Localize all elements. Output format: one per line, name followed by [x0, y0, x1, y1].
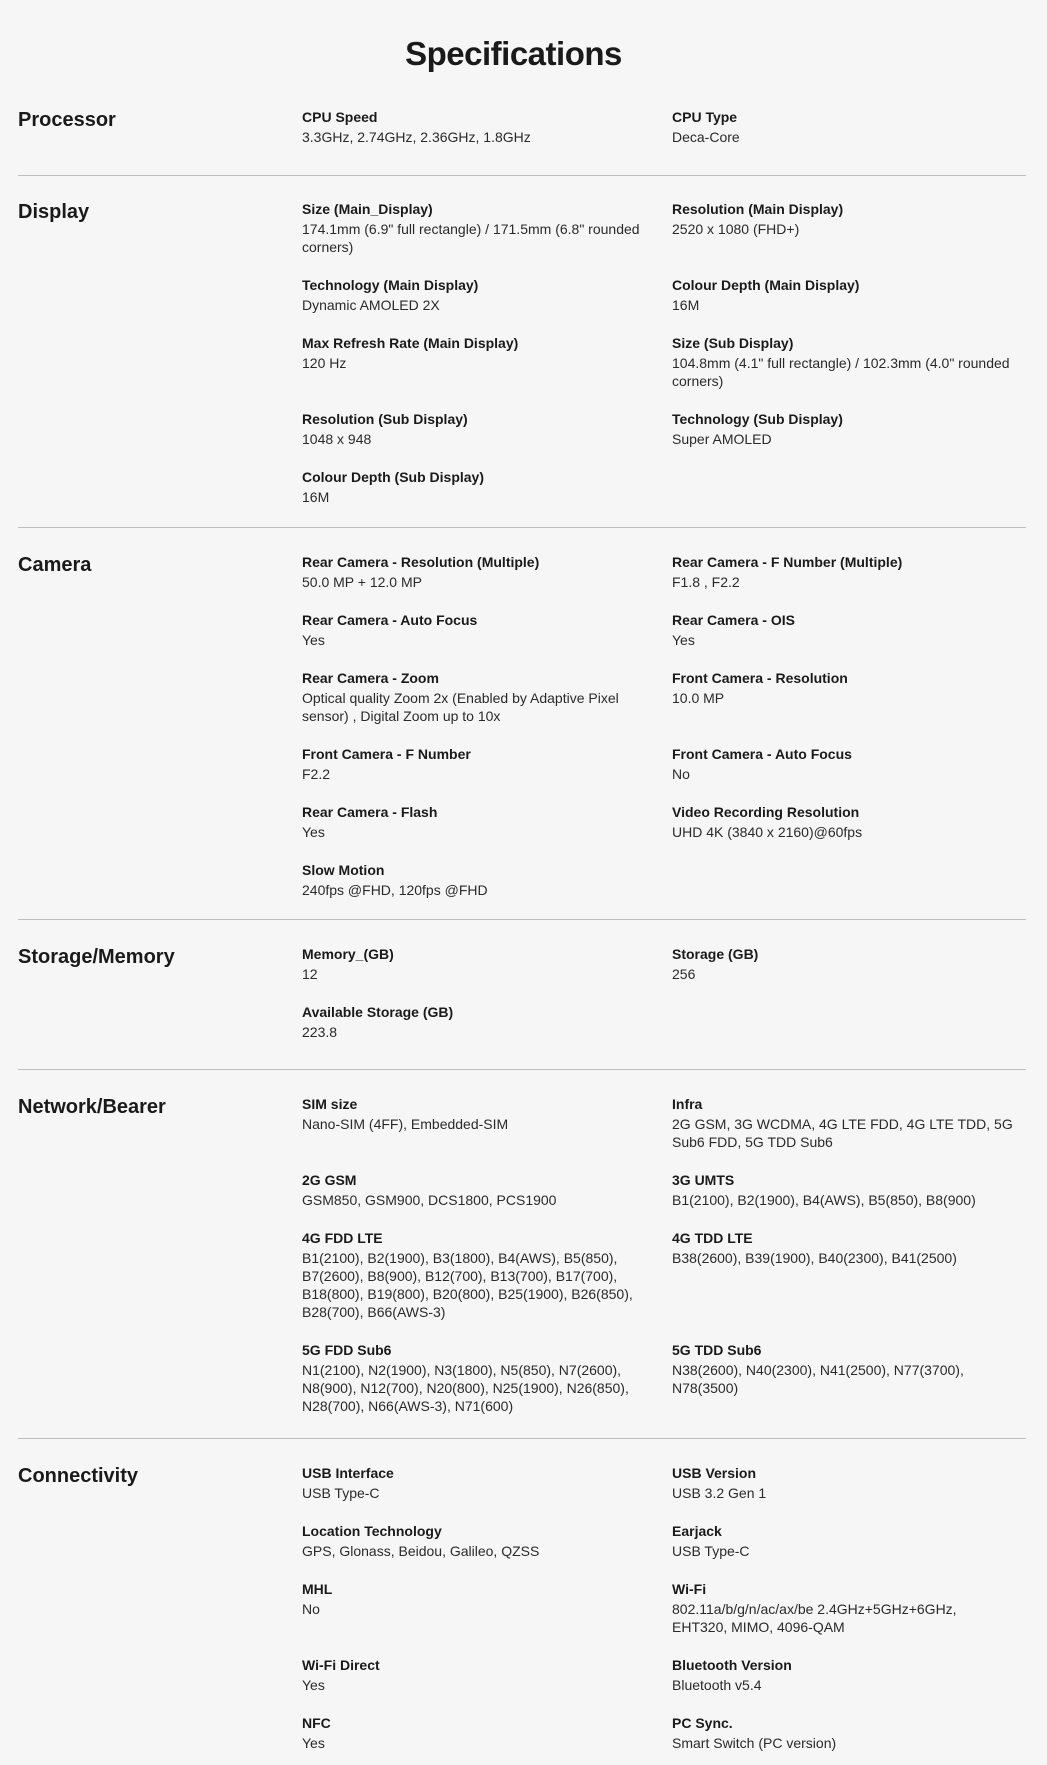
spec-item: [672, 200, 1026, 256]
section-title: Connectivity: [18, 1465, 139, 1487]
spec-label: Bluetooth Version: [672, 1657, 792, 1673]
spec-value: B38(2600), B39(1900), B40(2300), B41(2500): [672, 1250, 957, 1266]
spec-label: Rear Camera - Flash: [302, 804, 438, 820]
spec-label: Size (Main_Display): [302, 201, 433, 217]
spec-item: [302, 1229, 672, 1321]
spec-item: [672, 1656, 1026, 1694]
section-connectivity: [18, 1464, 1026, 1759]
spec-label: CPU Type: [672, 109, 738, 125]
spec-label: Max Refresh Rate (Main Display): [302, 335, 519, 351]
spec-value: 2520 x 1080 (FHD+): [672, 221, 800, 237]
spec-label: 4G TDD LTE: [672, 1230, 753, 1246]
spec-item: [672, 553, 1026, 591]
spec-item: [672, 1464, 1026, 1502]
spec-value: 12: [302, 966, 318, 982]
spec-label: Rear Camera - Auto Focus: [302, 612, 478, 628]
spec-item: [672, 1229, 1026, 1321]
spec-item: [672, 669, 1026, 725]
spec-value: GPS, Glonass, Beidou, Galileo, QZSS: [302, 1543, 540, 1559]
spec-value: Yes: [302, 632, 325, 648]
spec-item: [672, 803, 1026, 841]
spec-item: [302, 334, 672, 390]
spec-label: 5G FDD Sub6: [302, 1342, 392, 1358]
spec-value: GSM850, GSM900, DCS1800, PCS1900: [302, 1192, 557, 1208]
spec-item: [302, 1522, 672, 1560]
spec-value: UHD 4K (3840 x 2160)@60fps: [672, 824, 863, 840]
spec-label: Colour Depth (Main Display): [672, 277, 860, 293]
spec-value: 174.1mm (6.9" full rectangle) / 171.5mm (6.8" rounded corners): [302, 221, 640, 255]
spec-label: Location Technology: [302, 1523, 442, 1539]
spec-label: Wi-Fi Direct: [302, 1657, 380, 1673]
spec-value: B1(2100), B2(1900), B4(AWS), B5(850), B8(900): [672, 1192, 976, 1208]
spec-value: Yes: [302, 824, 325, 840]
spec-item: [302, 276, 672, 314]
spec-label: Rear Camera - F Number (Multiple): [672, 554, 903, 570]
spec-label: CPU Speed: [302, 109, 378, 125]
spec-value: 1048 x 948: [302, 431, 372, 447]
spec-label: 3G UMTS: [672, 1172, 735, 1188]
spec-item: [302, 1656, 672, 1694]
spec-item: [672, 276, 1026, 314]
spec-value: USB Type-C: [302, 1485, 380, 1501]
spec-label: Technology (Sub Display): [672, 411, 843, 427]
section-processor: [18, 108, 1026, 176]
spec-value: B1(2100), B2(1900), B3(1800), B4(AWS), B5(850), B7(2600), B8(900), B12(700), B13(700), B17(700), B18(800), B19(800), B20(800), B25(1900), B26(850), B28(700), B66(AWS-3): [302, 1250, 633, 1320]
spec-item: [302, 108, 672, 146]
spec-label: MHL: [302, 1581, 333, 1597]
spec-label: 5G TDD Sub6: [672, 1342, 762, 1358]
spec-item: [672, 334, 1026, 390]
spec-value: Nano-SIM (4FF), Embedded-SIM: [302, 1116, 509, 1132]
spec-item: [302, 200, 672, 256]
spec-item: [672, 1522, 1026, 1560]
spec-value: F1.8 , F2.2: [672, 574, 740, 590]
section-title: Camera: [18, 554, 92, 576]
spec-item: [672, 410, 1026, 448]
spec-label: Wi-Fi: [672, 1581, 707, 1597]
spec-item: [302, 1341, 672, 1415]
section-title: Network/Bearer: [18, 1096, 166, 1118]
spec-item: [302, 1714, 672, 1752]
spec-item: [302, 553, 672, 591]
spec-item: [672, 945, 1026, 983]
spec-value: 3.3GHz, 2.74GHz, 2.36GHz, 1.8GHz: [302, 129, 531, 145]
spec-value: No: [672, 766, 690, 782]
spec-label: Front Camera - Auto Focus: [672, 746, 852, 762]
spec-label: SIM size: [302, 1096, 358, 1112]
spec-value: Yes: [302, 1735, 325, 1751]
spec-value: Bluetooth v5.4: [672, 1677, 762, 1693]
spec-value: 10.0 MP: [672, 690, 725, 706]
spec-grid: [302, 553, 1026, 899]
spec-label: PC Sync.: [672, 1715, 733, 1731]
spec-label: USB Version: [672, 1465, 757, 1481]
spec-item: [672, 611, 1026, 649]
spec-value: 16M: [302, 489, 330, 505]
section-storage-memory: [18, 945, 1026, 1070]
spec-item: [672, 1095, 1026, 1151]
spec-item: [672, 745, 1026, 783]
spec-item: [302, 1171, 672, 1209]
spec-label: Rear Camera - Zoom: [302, 670, 439, 686]
spec-item: [672, 1714, 1026, 1752]
spec-label: Infra: [672, 1096, 703, 1112]
spec-label: Front Camera - Resolution: [672, 670, 848, 686]
section-camera: [18, 553, 1026, 920]
spec-label: Rear Camera - OIS: [672, 612, 795, 628]
spec-label: Rear Camera - Resolution (Multiple): [302, 554, 540, 570]
spec-label: USB Interface: [302, 1465, 394, 1481]
spec-item: [302, 1095, 672, 1151]
spec-value: Yes: [672, 632, 695, 648]
spec-value: 120 Hz: [302, 355, 347, 371]
spec-label: 4G FDD LTE: [302, 1230, 383, 1246]
section-title: Display: [18, 201, 90, 223]
spec-grid: [302, 945, 1026, 1041]
spec-value: Smart Switch (PC version): [672, 1735, 837, 1751]
spec-grid: [302, 1095, 1026, 1415]
spec-label: NFC: [302, 1715, 331, 1731]
spec-item: [672, 1171, 1026, 1209]
spec-item: [672, 108, 1026, 146]
spec-value: 802.11a/b/g/n/ac/ax/be 2.4GHz+5GHz+6GHz, EHT320, MIMO, 4096-QAM: [672, 1601, 957, 1635]
spec-item: [302, 1580, 672, 1636]
spec-value: N1(2100), N2(1900), N3(1800), N5(850), N7(2600), N8(900), N12(700), N20(800), N25(1900), N26(850), N28(700), N66(AWS-3), N71(600): [302, 1362, 629, 1414]
spec-value: USB 3.2 Gen 1: [672, 1485, 767, 1501]
spec-grid: [302, 108, 1026, 146]
spec-label: Memory_(GB): [302, 946, 394, 962]
spec-label: Size (Sub Display): [672, 335, 794, 351]
spec-item: [302, 1003, 672, 1041]
spec-value: 240fps @FHD, 120fps @FHD: [302, 882, 488, 898]
spec-value: Yes: [302, 1677, 325, 1693]
spec-value: 50.0 MP + 12.0 MP: [302, 574, 422, 590]
spec-value: 16M: [672, 297, 700, 313]
spec-item: [302, 669, 672, 725]
spec-grid: [302, 200, 1026, 506]
spec-value: No: [302, 1601, 320, 1617]
section-title: Processor: [18, 109, 116, 131]
spec-item: [302, 468, 672, 506]
spec-grid: [302, 1464, 1026, 1752]
section-network-bearer: [18, 1095, 1026, 1439]
spec-value: 2G GSM, 3G WCDMA, 4G LTE FDD, 4G LTE TDD, 5G Sub6 FDD, 5G TDD Sub6: [672, 1116, 1013, 1150]
spec-value: 104.8mm (4.1" full rectangle) / 102.3mm (4.0" rounded corners): [672, 355, 1010, 389]
spec-item: [672, 1341, 1026, 1415]
spec-value: 223.8: [302, 1024, 338, 1040]
spec-item: [302, 611, 672, 649]
spec-label: Slow Motion: [302, 862, 385, 878]
spec-item: [302, 861, 672, 899]
spec-label: Available Storage (GB): [302, 1004, 454, 1020]
section-title: Storage/Memory: [18, 946, 175, 968]
spec-item: [302, 803, 672, 841]
spec-value: Deca-Core: [672, 129, 740, 145]
spec-label: Front Camera - F Number: [302, 746, 471, 762]
spec-label: 2G GSM: [302, 1172, 357, 1188]
spec-value: F2.2: [302, 766, 331, 782]
spec-item: [302, 1464, 672, 1502]
spec-value: N38(2600), N40(2300), N41(2500), N77(3700), N78(3500): [672, 1362, 964, 1396]
spec-label: Colour Depth (Sub Display): [302, 469, 484, 485]
spec-value: Dynamic AMOLED 2X: [302, 297, 440, 313]
section-display: [18, 200, 1026, 528]
spec-value: 256: [672, 966, 696, 982]
spec-value: Super AMOLED: [672, 431, 772, 447]
spec-item: [672, 1580, 1026, 1636]
spec-label: Resolution (Main Display): [672, 201, 844, 217]
spec-value: Optical quality Zoom 2x (Enabled by Adaptive Pixel sensor) , Digital Zoom up to 10x: [302, 690, 619, 724]
spec-value: USB Type-C: [672, 1543, 750, 1559]
spec-label: Video Recording Resolution: [672, 804, 860, 820]
spec-item: [302, 745, 672, 783]
spec-label: Storage (GB): [672, 946, 759, 962]
spec-label: Resolution (Sub Display): [302, 411, 468, 427]
spec-item: [302, 410, 672, 448]
spec-label: Technology (Main Display): [302, 277, 479, 293]
page-title: Specifications: [405, 35, 622, 73]
spec-item: [302, 945, 672, 983]
spec-label: Earjack: [672, 1523, 722, 1539]
